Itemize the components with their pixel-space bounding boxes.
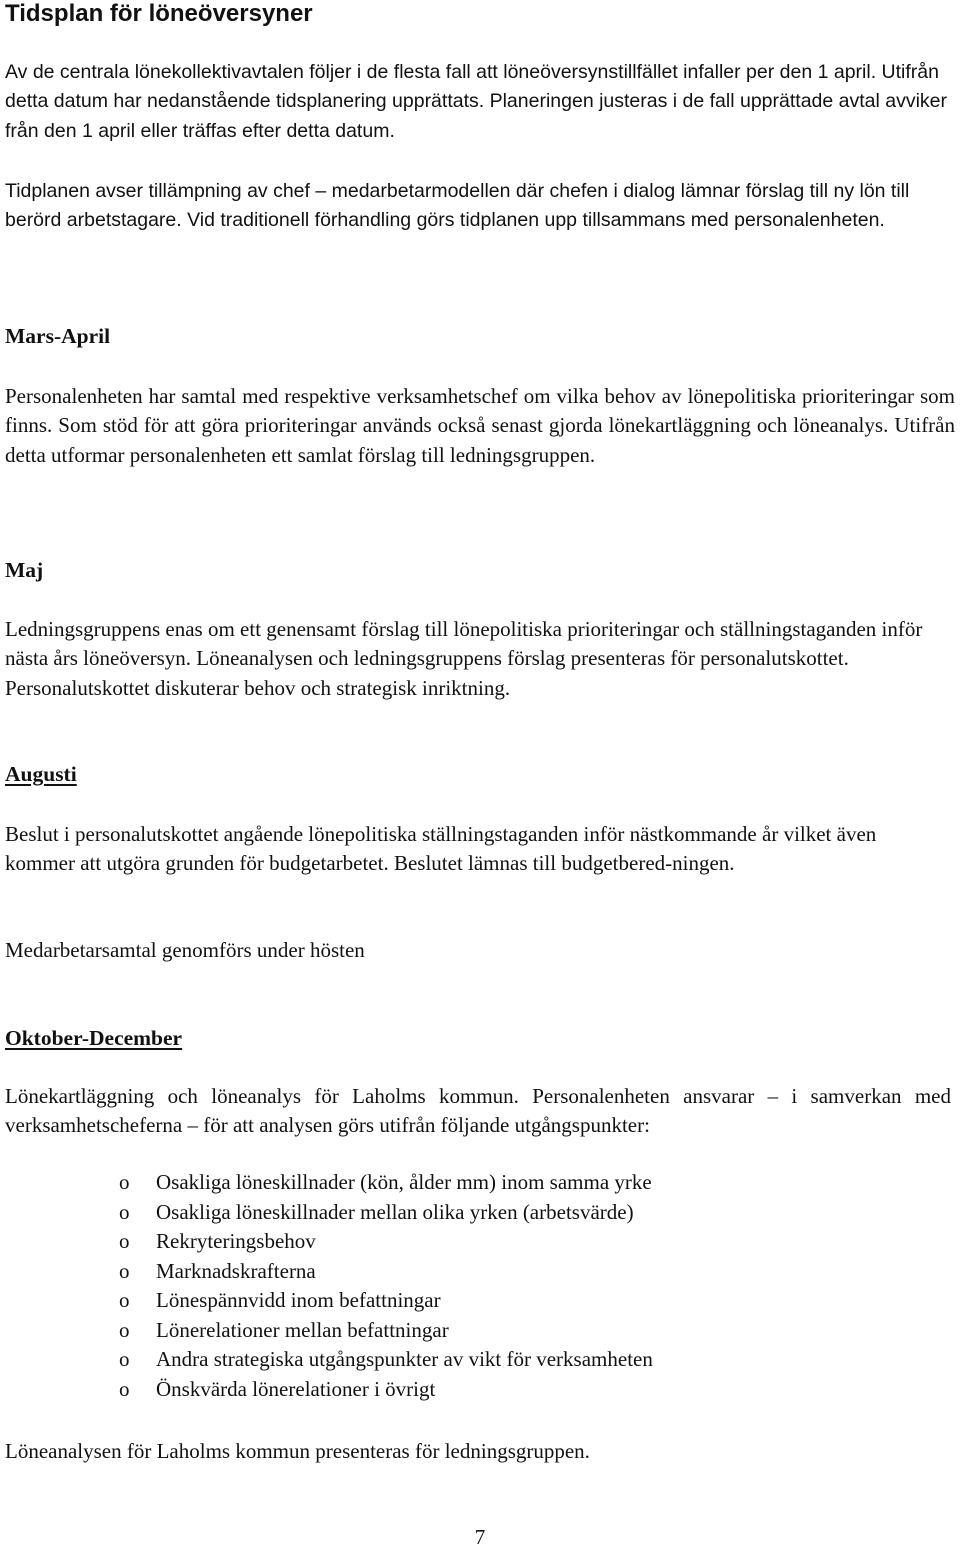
section-body-oktober-december: Lönekartläggning och löneanalys för Laholms kommun. Personalenheten ansvarar – i samverkan med verksamhetscheferna – för att analysen görs utifrån följande utgångspunkter: xyxy=(5,1084,951,1138)
bullet-marker: o xyxy=(119,1376,130,1401)
bullet-marker: o xyxy=(119,1229,130,1253)
list-item xyxy=(5,1316,955,1346)
list-item xyxy=(5,1257,955,1287)
section-body-mars-april: Personalenheten har samtal med respektive verksamhetschef om vilka behov av lönepolitiska prioriteringar som finns. Som stöd för att göra prioriteringar används också senast gjorda lönekartläggning och löneanalys. Utifrån detta utformar personalenheten ett samlat förslag till ledningsgruppen. xyxy=(5,384,955,467)
scope-paragraph: Tidplanen avser tillämpning av chef – medarbetarmodellen där chefen i dialog lämnar förslag till ny lön till berörd arbetstagare. Vid traditionell förhandling görs tidplanen upp tillsammans med personalenheten. xyxy=(5,180,910,232)
list-item-text: Osakliga löneskillnader mellan olika yrken (arbetsvärde) xyxy=(156,1199,634,1224)
bullet-marker: o xyxy=(119,1199,130,1224)
section-body-augusti: Beslut i personalutskottet angående lönepolitiska ställningstaganden inför nästkommande år vilket även kommer att utgöra grunden för budgetarbetet. Beslutet lämnas till budgetbered-ningen. xyxy=(5,822,877,876)
list-item-text: Osakliga löneskillnader (kön, ålder mm) inom samma yrke xyxy=(156,1170,652,1194)
section-heading-mars-april: Mars-April xyxy=(5,324,111,348)
list-item-text: Rekryteringsbehov xyxy=(156,1229,316,1253)
bullet-marker: o xyxy=(119,1288,130,1312)
list-item xyxy=(5,1168,955,1198)
page-number: 7 xyxy=(474,1525,486,1549)
list-item-text: Andra strategiska utgångspunkter av vikt för verksamheten xyxy=(156,1347,653,1371)
section-heading-oktober-december: Oktober-December xyxy=(5,1026,183,1050)
page-title: Tidsplan för löneöversyner xyxy=(5,0,313,27)
list-item-text: Lönerelationer mellan befattningar xyxy=(156,1317,449,1342)
section-note-augusti: Medarbetarsamtal genomförs under hösten xyxy=(5,938,365,962)
bullet-marker: o xyxy=(119,1317,130,1342)
list-item xyxy=(5,1345,955,1375)
bullet-marker: o xyxy=(119,1258,130,1283)
list-item xyxy=(5,1198,955,1228)
list-item-text: Marknadskrafterna xyxy=(156,1258,316,1283)
section-heading-augusti: Augusti xyxy=(5,762,77,786)
section-heading-maj: Maj xyxy=(5,558,44,582)
analysis-criteria-list xyxy=(5,1168,955,1404)
section-body-maj: Ledningsgruppens enas om ett genensamt förslag till lönepolitiska prioriteringar och ställningstaganden inför nästa års löneöversyn. Löneanalysen och ledningsgruppens förslag presenteras för personalutskottet. Personalutskottet diskuterar behov och strategisk inriktning. xyxy=(5,617,923,700)
section-closing-oktober-december: Löneanalysen för Laholms kommun presenteras för ledningsgruppen. xyxy=(5,1439,590,1463)
list-item xyxy=(5,1286,955,1316)
list-item-text: Önskvärda lönerelationer i övrigt xyxy=(156,1376,436,1401)
list-item-text: Lönespännvidd inom befattningar xyxy=(156,1288,441,1312)
list-item xyxy=(5,1227,955,1257)
bullet-marker: o xyxy=(119,1347,130,1371)
intro-paragraph: Av de centrala lönekollektivavtalen följer i de flesta fall att löneöversynstillfället infaller per den 1 april. Utifrån detta datum har nedanstående tidsplanering upprättats. Planeringen justeras i de fall upprättade avtal avviker från den 1 april eller träffas efter detta datum. xyxy=(5,61,948,142)
list-item xyxy=(5,1375,955,1405)
bullet-marker: o xyxy=(119,1170,130,1194)
